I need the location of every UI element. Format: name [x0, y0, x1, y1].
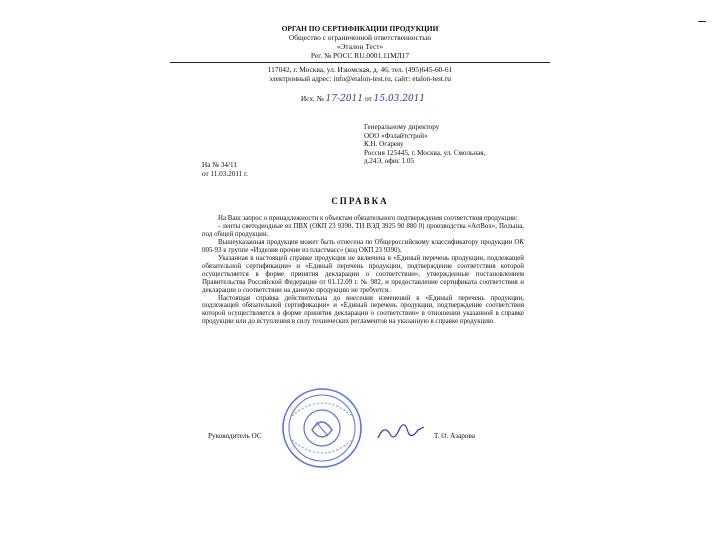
reference-date: от 11.03.2011 г. — [202, 169, 248, 178]
stamp-seal-icon — [280, 386, 364, 470]
signatory-position: Руководитель ОС — [208, 432, 262, 440]
outgoing-number-value: 17-2011 — [325, 94, 364, 104]
outgoing-date: 15.03.2011 — [373, 94, 426, 104]
letter — [170, 24, 550, 524]
org-reg-number: Рег. № РОСС RU.0001.11МЛ17 — [310, 51, 410, 60]
addressee-line: д.24Э, офис 1.05 — [364, 157, 414, 166]
document-body — [202, 215, 524, 326]
signatory-name: Т. О. Азарова — [434, 432, 475, 440]
org-form: Общество с ограниченной ответственностью — [288, 33, 432, 42]
reference-number: На № 34/11 — [202, 161, 237, 169]
outgoing-number — [198, 94, 528, 104]
header-rule — [170, 62, 550, 63]
outgoing-from-label: от — [364, 94, 372, 103]
reference-block — [202, 161, 248, 178]
corner-mark: – — [698, 12, 706, 28]
org-contacts: электронный адрес: info@etalon-test.ru, сайт: etalon-test.ru — [269, 74, 451, 83]
addressee-block — [364, 123, 550, 166]
body-paragraph: Настоящая справка действительна до внесения изменений в «Единый перечень продукции, подлежащей обязательной сертификации» и «Единый перечень продукции, подтверждение соответствия которой осуществляется в форме принятия декларации о соответствии» в отношении указанной в справке продукции или до вступления в силу технических регламентов на указанную в справке продукцию. — [202, 294, 524, 326]
body-paragraph: Указанная в настоящей справке продукция не включена в «Единый перечень продукции, подлежащей обязательной сертификации» и «Единый перечень продукции, подтверждение соответствия которой осуществляется в форме принятия декларации о соответствии», утвержденные постановлением Правительства Российской Федерации от 01.12.09 г. № 982, и предоставление сертификата соответствия и декларации о соответствии на данную продукцию не требуется. — [202, 254, 524, 294]
addressee-line: Россия 125445, г. Москва, ул. Смольная, — [364, 148, 486, 157]
addressee-line: Генеральному директору — [364, 123, 440, 131]
outgoing-label: Исх. № — [300, 94, 324, 103]
org-address: 117042, г. Москва, ул. Изюмская, д. 46, тел. (495)645-60-61 — [267, 65, 453, 74]
handwritten-signature-icon — [376, 422, 426, 444]
body-paragraph: - ленты светодиодные из ПВХ (ОКП 23 9390, ТН ВЭД 3925 90 800 0) производства «ArtBox», Польша, под общей продукции. — [202, 222, 524, 238]
document-title: СПРАВКА — [331, 196, 389, 206]
org-name: «Эталон Тест» — [336, 42, 384, 51]
addressee-line: К.Н. Огареву — [364, 140, 404, 149]
org-title: ОРГАН ПО СЕРТИФИКАЦИИ ПРОДУКЦИИ — [281, 24, 439, 33]
addressee-line: ООО «Фэлайтстрой» — [364, 131, 428, 140]
body-paragraph: Вышеуказанная продукция может быть отнесена по Общероссийскому классификатору продукции ОК 005-93 к группе «Изделия прочие из пластмасс» (код ОКП 23 9390). — [202, 238, 524, 254]
body-paragraph: На Ваш запрос о принадлежности к объектам обязательного подтверждения соответствия продукции: — [218, 215, 518, 222]
